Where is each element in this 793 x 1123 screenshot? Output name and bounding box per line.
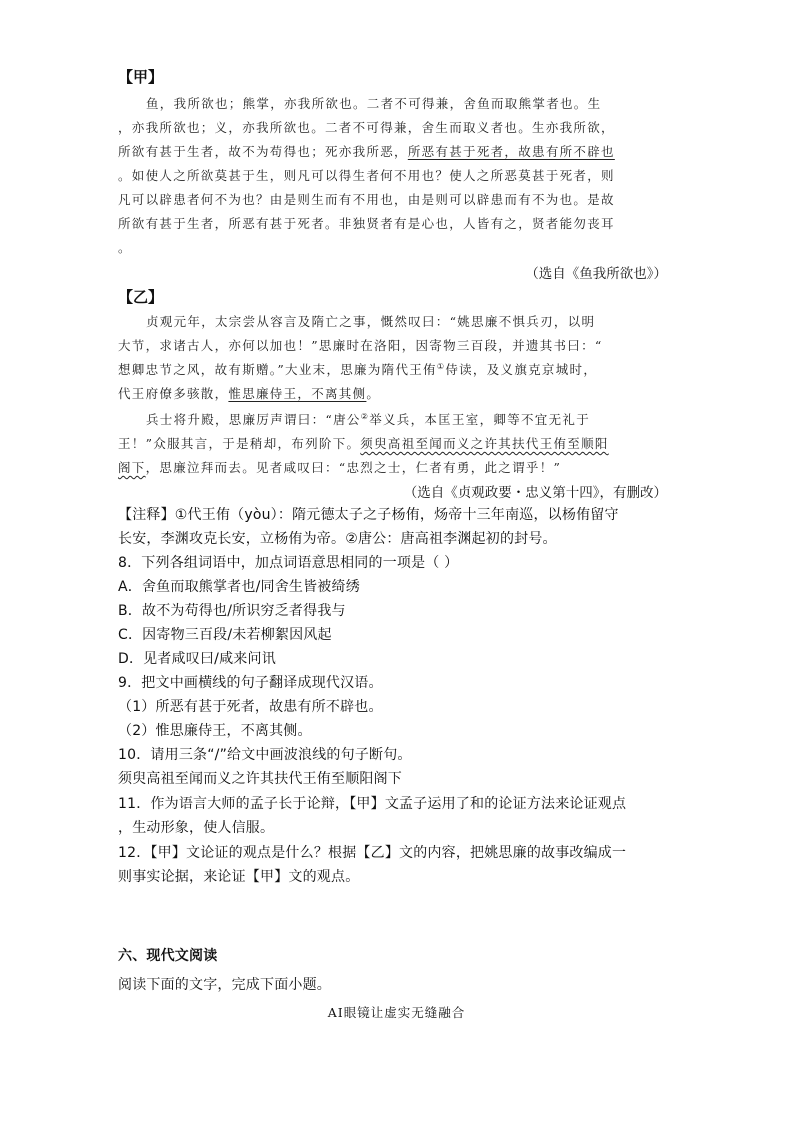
question-9: 9．把文中画横线的句子翻译成现代汉语。 bbox=[118, 675, 383, 691]
jia-line-1: 鱼，我所欲也；熊掌，亦我所欲也。二者不可得兼，舍鱼而取熊掌者也。生 bbox=[146, 96, 602, 111]
question-11-line-1: 11．作为语言大师的孟子长于论辩，【甲】文孟子运用了和的论证方法来论证观点 bbox=[118, 796, 627, 812]
jia-line-6: 所欲有甚于生者，所恶有甚于死者。非独贤者有是心也，人皆有之，贤者能勿丧耳 bbox=[118, 216, 615, 231]
question-11-line-2: ，生动形象，使人信服。 bbox=[118, 820, 275, 836]
question-10-sentence: 须臾高祖至闻而义之许其扶代王侑至顺阳阁下 bbox=[118, 771, 402, 787]
yi-line-4-b: 。 bbox=[366, 386, 381, 401]
yi-line-2: 大节，求诸古人，亦何以加也！”思廉时在洛阳，因寄物三百段，并遗其书曰：“ bbox=[118, 338, 603, 353]
yi-line-3 bbox=[118, 360, 597, 378]
jia-label: 【甲】 bbox=[118, 68, 164, 86]
yi-line-6 bbox=[118, 434, 609, 452]
yi-source: （选自《贞观政要・忠义第十四》，有删改） bbox=[403, 485, 667, 501]
question-8-option-a: A．舍鱼而取熊掌者也/同舍生皆被绮绣 bbox=[118, 579, 360, 595]
jia-underlined-sentence: 所恶有甚于死者，故患有所不辟也 bbox=[407, 144, 615, 159]
question-8-option-d: D．见者咸叹曰/咸来问讯 bbox=[118, 651, 276, 667]
footnote-marker-1: ① bbox=[436, 361, 446, 371]
yi-wavy-sentence-part-1: 须臾高祖至闻而义之许其扶代王侑至顺阳 bbox=[360, 436, 609, 451]
question-8-option-c: C．因寄物三百段/未若柳絮因风起 bbox=[118, 627, 332, 643]
jia-line-7: 。 bbox=[118, 240, 132, 255]
yi-line-5-b: 举义兵，本匡王室，卿等不宜无礼于 bbox=[369, 412, 590, 427]
question-9-part-2: （2）惟思廉侍王，不离其侧。 bbox=[118, 723, 312, 739]
yi-line-7-b: ，思廉泣拜而去。见者咸叹曰：“忠烈之士，仁者有勇，此之谓乎！” bbox=[145, 460, 562, 475]
question-8: 8．下列各组词语中，加点词语意思相同的一项是（ ） bbox=[118, 555, 459, 571]
yi-line-4-a: 代王府僚多骇散， bbox=[118, 386, 229, 401]
yi-line-3-a: 想卿忠节之风，故有斯赠。”大业末，思廉为隋代王侑 bbox=[118, 362, 437, 377]
question-12-line-1: 12．【甲】文论证的观点是什么？根据【乙】文的内容，把姚思廉的故事改编成一 bbox=[118, 845, 627, 861]
jia-line-2: ，亦我所欲也；义，亦我所欲也。二者不可得兼，舍生而取义者也。生亦我所欲， bbox=[118, 120, 615, 135]
yi-line-1: 贞观元年，太宗尝从容言及隋亡之事，慨然叹曰：“姚思廉不惧兵刃，以明 bbox=[146, 314, 596, 329]
jia-line-3 bbox=[118, 142, 615, 160]
yi-line-6-a: 王！”众服其言，于是稍却，布列阶下。 bbox=[118, 436, 361, 451]
jia-line-4: 。如使人之所欲莫甚于生，则凡可以得生者何不用也？使人之所恶莫甚于死者，则 bbox=[118, 168, 615, 183]
question-12-line-2: 则事实论据，来论证【甲】文的观点。 bbox=[118, 869, 360, 885]
yi-line-5-a: 兵士将升殿，思廉厉声谓曰：“唐公 bbox=[146, 412, 361, 427]
yi-line-3-b: 侍读，及义旗克京城时， bbox=[445, 362, 598, 377]
section-6-instruction: 阅读下面的文字，完成下面小题。 bbox=[118, 977, 331, 993]
footnote-marker-2: ② bbox=[360, 411, 370, 421]
jia-line-5: 凡可以辟患者何不为也？由是则生而有不用也，由是则可以辟患而有不为也。是故 bbox=[118, 192, 615, 207]
note-line-2: 长安，李渊攻克长安，立杨侑为帝。②唐公：唐高祖李渊起初的封号。 bbox=[118, 531, 557, 547]
question-8-option-b: B．故不为苟得也/所识穷乏者得我与 bbox=[118, 603, 346, 619]
yi-line-4 bbox=[118, 384, 380, 402]
yi-wavy-sentence-part-2: 阁下 bbox=[118, 460, 146, 475]
yi-label: 【乙】 bbox=[118, 288, 164, 306]
jia-line-3-text: 所欲有甚于生者，故不为苟得也；死亦我所恶， bbox=[118, 144, 408, 159]
note-line-1: 【注释】①代王侑（yòu）：隋元德太子之子杨侑，炀帝十三年南巡，以杨侑留守 bbox=[118, 507, 619, 523]
article-title: AI眼镜让虚实无缝融合 bbox=[327, 1005, 466, 1020]
question-9-part-1: （1）所恶有甚于死者，故患有所不辟也。 bbox=[118, 699, 383, 715]
yi-line-7 bbox=[118, 458, 561, 476]
question-10: 10．请用三条“/”给文中画波浪线的句子断句。 bbox=[118, 747, 412, 763]
section-6-heading: 六、现代文阅读 bbox=[118, 948, 218, 964]
yi-underlined-sentence: 惟思廉侍王，不离其侧 bbox=[228, 386, 367, 401]
yi-line-5 bbox=[146, 410, 590, 428]
jia-source: （选自《鱼我所欲也》） bbox=[525, 266, 667, 282]
